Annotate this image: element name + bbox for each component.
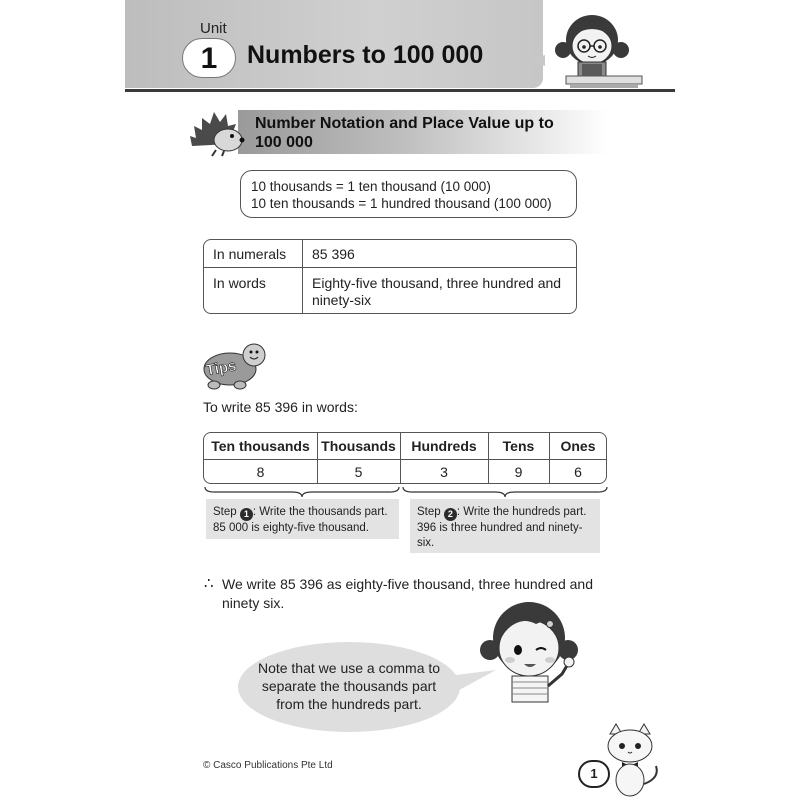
step-number-badge: 2	[444, 508, 457, 521]
speech-bubble-text: Note that we use a comma to separate the thousands part from the hundreds part.	[257, 660, 441, 712]
cat-illustration	[598, 722, 668, 800]
table-cell: 5	[354, 464, 363, 480]
thousands-brace	[204, 486, 400, 498]
row-value: Eighty-five thousand, three hundred and ninety-six	[312, 275, 562, 308]
copyright: © Casco Publications Pte Ltd	[203, 760, 333, 771]
page-title: Numbers to 100 000	[247, 41, 484, 69]
place-value-table	[203, 432, 607, 484]
column-header: Ones	[560, 438, 596, 454]
unit-number-badge: 1	[182, 38, 236, 78]
page-number: 1	[578, 760, 610, 788]
step-prefix: Step	[213, 506, 237, 518]
step-2-box	[410, 499, 600, 553]
tips-turtle-icon	[200, 337, 270, 391]
hundreds-brace	[402, 486, 608, 498]
hedgehog-icon	[188, 106, 248, 158]
step-number-badge: 1	[240, 508, 253, 521]
row-label: In numerals	[213, 246, 287, 262]
column-header: Hundreds	[411, 438, 477, 454]
column-header: Thousands	[321, 438, 396, 454]
column-header: Tens	[502, 438, 535, 454]
conclusion-text: We write 85 396 as eighty-five thousand, three hundred and ninety six.	[222, 576, 593, 611]
row-value: 85 396	[312, 246, 355, 262]
step-detail: 85 000 is eighty-five thousand.	[213, 522, 369, 534]
step-1-box	[206, 499, 399, 539]
unit-label: Unit	[200, 20, 227, 37]
table-cell: 8	[256, 464, 265, 480]
tips-badge-label: Tips	[204, 357, 238, 380]
girl-winking-illustration	[476, 594, 586, 714]
girl-reading-illustration	[530, 0, 650, 90]
section-title: Number Notation and Place Value up to 100 000	[255, 115, 554, 151]
table-cell: 3	[440, 464, 448, 480]
step-detail: 396 is three hundred and ninety-six.	[417, 522, 583, 549]
table-cell: 9	[514, 464, 523, 480]
therefore-symbol: ∴	[204, 575, 214, 592]
table-row	[204, 268, 576, 314]
step-text: : Write the hundreds part.	[456, 506, 587, 518]
tips-intro: To write 85 396 in words:	[203, 399, 358, 415]
table-cell: 6	[574, 464, 582, 480]
step-text: : Write the thousands part.	[252, 506, 388, 518]
step-prefix: Step	[417, 506, 441, 518]
numerals-table	[203, 239, 577, 314]
info-box	[240, 170, 577, 218]
table-row	[204, 240, 576, 268]
column-header: Ten thousands	[211, 438, 310, 454]
info-line-2: 10 ten thousands = 1 hundred thousand (100 000)	[251, 196, 552, 211]
row-label: In words	[213, 275, 266, 291]
info-line-1: 10 thousands = 1 ten thousand (10 000)	[251, 179, 491, 194]
